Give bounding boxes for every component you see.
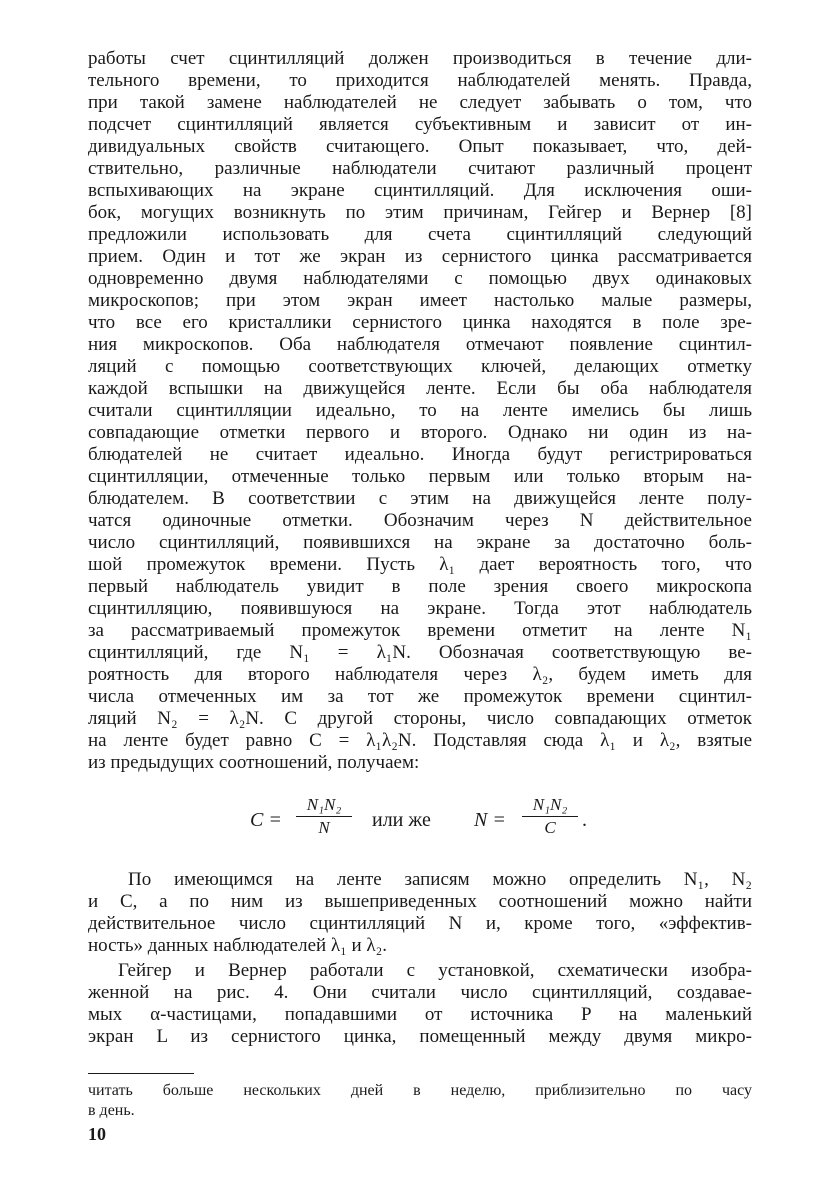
text-line: сцинтилляцию, появившуюся на экране. Тогда этот наблюдатель	[88, 598, 752, 619]
text-line: на ленте будет равно C = λ₁λ₂N. Подставляя сюда λ₁ и λ₂, взятые	[88, 730, 752, 751]
footnote-rule	[88, 1073, 194, 1074]
text-line: бок, могущих возникнуть по этим причинам, Гейгер и Вернер [8]	[88, 202, 752, 223]
text-line: за рассматриваемый промежуток времени отметит на ленте N₁	[88, 620, 752, 641]
page-number: 10	[88, 1124, 106, 1144]
text-line: одновременно двумя наблюдателями с помощью двух одинаковых	[88, 268, 752, 289]
footnote-line: читать больше нескольких дней в неделю, приблизительно по часу	[88, 1082, 752, 1099]
formula-period: .	[582, 809, 587, 831]
fraction-denominator: N	[318, 818, 330, 837]
text-line: чатся одиночные отметки. Обозначим через N действительное	[88, 510, 752, 531]
formula-lhs-n: N =	[474, 809, 506, 831]
display-formula	[250, 793, 610, 853]
text-line: предложили использовать для счета сцинтилляций следующий	[88, 224, 752, 245]
text-line: женной на рис. 4. Они считали число сцинтилляций, создавае-	[88, 982, 752, 1003]
text-line: блюдателей не считает идеально. Иногда будут регистрироваться	[88, 444, 752, 465]
text-line: сцинтилляций, где N₁ = λ₁N. Обозначая соответствующую ве-	[88, 642, 752, 663]
text-line: совпадающие отметки первого и второго. Однако ни один из на-	[88, 422, 752, 443]
text-line: что все его кристаллики сернистого цинка находятся в поле зре-	[88, 312, 752, 333]
formula-lhs-c: C =	[250, 809, 282, 831]
text-line: блюдателем. В соответствии с этим на движущейся ленте полу-	[88, 488, 752, 509]
text-line: и C, а по ним из вышеприведенных соотношений можно найти	[88, 891, 752, 912]
text-line: считали сцинтилляции идеально, то на ленте имелись бы лишь	[88, 400, 752, 421]
fraction-bar	[522, 816, 578, 817]
text-line: роятность для второго наблюдателя через λ₂, будем иметь для	[88, 664, 752, 685]
fraction-bar	[296, 816, 352, 817]
text-line: первый наблюдатель увидит в поле зрения своего микроскопа	[88, 576, 752, 597]
text-line: число сцинтилляций, появившихся на экране за достаточно боль-	[88, 532, 752, 553]
text-line: числа отмеченных им за тот же промежуток времени сцинтил-	[88, 686, 752, 707]
text-line: ния микроскопов. Оба наблюдателя отмечают появление сцинтил-	[88, 334, 752, 355]
text-line: тельного времени, то приходится наблюдателей менять. Правда,	[88, 70, 752, 91]
text-line: каждой вспышки на движущейся ленте. Если бы оба наблюдателя	[88, 378, 752, 399]
text-line: экран L из сернистого цинка, помещенный между двумя микро-	[88, 1026, 752, 1047]
text-line: ствительно, различные наблюдатели считают различный процент	[88, 158, 752, 179]
text-line: По имеющимся на ленте записям можно определить N₁, N₂	[128, 869, 752, 890]
text-line: из предыдущих соотношений, получаем:	[88, 752, 420, 773]
text-line: прием. Один и тот же экран из сернистого цинка рассматривается	[88, 246, 752, 267]
text-line: подсчет сцинтилляций является субъективным и зависит от ин-	[88, 114, 752, 135]
fraction-denominator: C	[544, 818, 556, 837]
formula-connector: или же	[372, 809, 431, 831]
text-line: дивидуальных свойств считающего. Опыт показывает, что, дей-	[88, 136, 752, 157]
fraction-n	[522, 795, 578, 838]
fraction-numerator: N₁N₂	[532, 795, 568, 814]
text-line: микроскопов; при этом экран имеет настолько малые размеры,	[88, 290, 752, 311]
text-line: мых α-частицами, попадавшими от источника P на маленький	[88, 1004, 752, 1025]
text-line: ность» данных наблюдателей λ₁ и λ₂.	[88, 935, 388, 956]
text-line: ляций с помощью соответствующих ключей, делающих отметку	[88, 356, 752, 377]
text-line: шой промежуток времени. Пусть λ₁ дает вероятность того, что	[88, 554, 752, 575]
text-line: вспыхивающих на экране сцинтилляций. Для исключения оши-	[88, 180, 752, 201]
text-line: работы счет сцинтилляций должен производиться в течение дли-	[88, 48, 752, 69]
text-line: действительное число сцинтилляций N и, кроме того, «эффектив-	[88, 913, 752, 934]
fraction-c	[296, 795, 352, 838]
text-line: ляций N₂ = λ₂N. С другой стороны, число совпадающих отметок	[88, 708, 752, 729]
text-line: Гейгер и Вернер работали с установкой, схематически изобра-	[118, 960, 752, 981]
fraction-numerator: N₁N₂	[306, 795, 342, 814]
text-line: сцинтилляции, отмеченные только первым или только вторым на-	[88, 466, 752, 487]
footnote-line: в день.	[88, 1102, 135, 1119]
text-line: при такой замене наблюдателей не следует забывать о том, что	[88, 92, 752, 113]
